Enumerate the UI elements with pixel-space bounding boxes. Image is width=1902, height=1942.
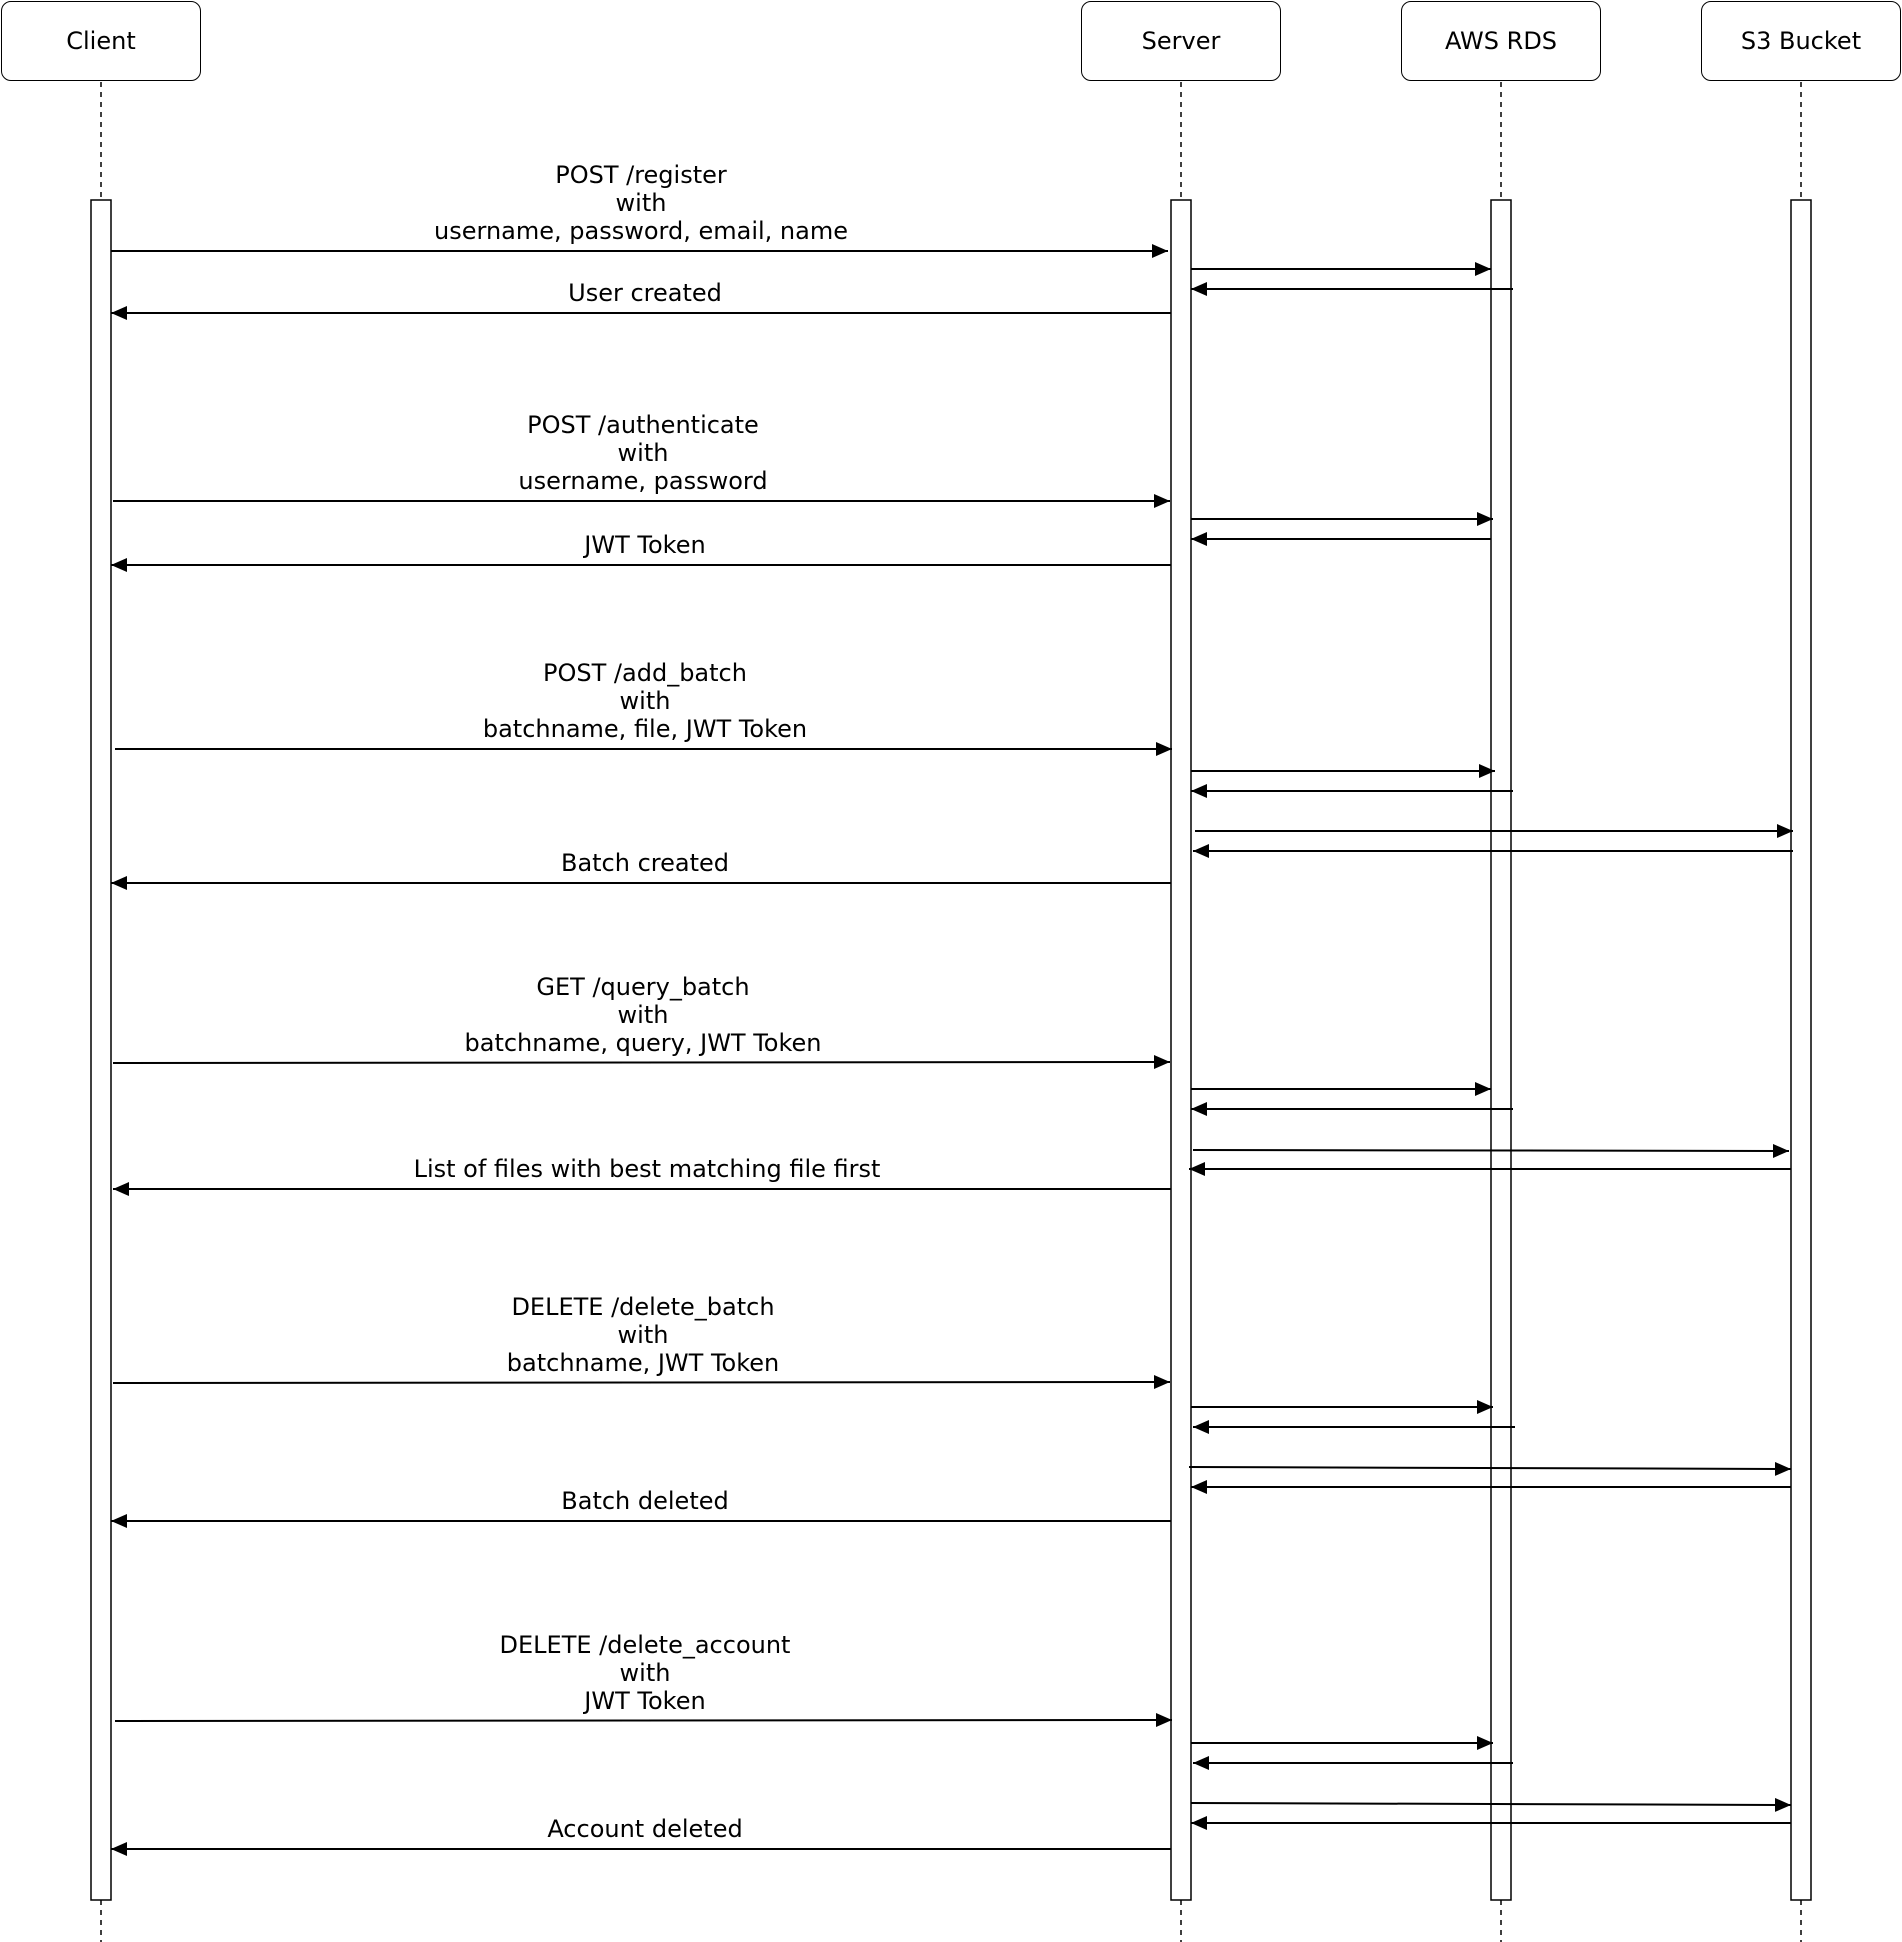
message-register-line2: with	[615, 189, 667, 217]
response-delete-account-label	[547, 1815, 742, 1843]
response-delete-account-text: Account deleted	[547, 1815, 743, 1843]
response-authenticate-label	[584, 531, 705, 559]
response-add-batch-label	[561, 849, 729, 877]
activation-client	[91, 200, 111, 1900]
arrow-delete-account-request	[115, 1720, 1172, 1721]
message-delete-account-line1: DELETE /delete_account	[499, 1631, 791, 1659]
arrow-delete-batch-to-s3	[1189, 1467, 1791, 1469]
activation-s3	[1791, 200, 1811, 1900]
message-delete-batch-line2: with	[617, 1321, 669, 1349]
message-delete-batch-line3: batchname, JWT Token	[506, 1349, 780, 1377]
participant-client	[1, 1, 201, 81]
response-authenticate-text: JWT Token	[584, 531, 706, 559]
response-query-batch-text: List of files with best matching file first	[413, 1155, 881, 1183]
message-authenticate-line2: with	[617, 439, 669, 467]
message-delete-batch-label	[507, 1293, 779, 1377]
arrow-query-batch-request	[113, 1062, 1170, 1063]
message-authenticate-line3: username, password	[518, 467, 768, 495]
message-authenticate-line1: POST /authenticate	[527, 411, 759, 439]
participant-s3-bucket-label: S3 Bucket	[1740, 27, 1862, 55]
message-query-batch-line3: batchname, query, JWT Token	[464, 1029, 822, 1057]
message-query-batch-line2: with	[617, 1001, 669, 1029]
arrow-delete-batch-request	[113, 1382, 1170, 1383]
participant-aws-rds	[1401, 1, 1601, 81]
message-query-batch-line1: GET /query_batch	[536, 973, 750, 1001]
participant-aws-rds-label: AWS RDS	[1444, 27, 1558, 55]
message-query-batch-label	[465, 973, 822, 1057]
response-add-batch-text: Batch created	[560, 849, 730, 877]
message-register-line3: username, password, email, name	[434, 217, 848, 245]
response-delete-batch-text: Batch deleted	[561, 1487, 729, 1515]
message-authenticate-label	[518, 411, 767, 495]
response-query-batch-label	[414, 1155, 881, 1183]
message-add-batch-label	[483, 659, 807, 743]
message-add-batch-line1: POST /add_batch	[543, 659, 747, 687]
participant-server-label: Server	[1141, 27, 1221, 55]
message-delete-account-line3: JWT Token	[584, 1687, 706, 1715]
message-delete-account-line2: with	[619, 1659, 671, 1687]
message-add-batch-line2: with	[619, 687, 671, 715]
message-delete-account-label	[500, 1631, 791, 1715]
participant-s3-bucket	[1701, 1, 1901, 81]
participant-server	[1081, 1, 1281, 81]
response-register-label	[568, 279, 722, 307]
message-add-batch-line3: batchname, file, JWT Token	[482, 715, 808, 743]
message-delete-batch-line1: DELETE /delete_batch	[511, 1293, 775, 1321]
arrow-delete-account-to-s3	[1191, 1803, 1791, 1805]
message-register-line1: POST /register	[555, 161, 727, 189]
activation-server	[1171, 200, 1191, 1900]
activation-rds	[1491, 200, 1511, 1900]
arrow-query-batch-to-s3	[1193, 1150, 1789, 1151]
response-delete-batch-label	[561, 1487, 728, 1515]
participant-client-label: Client	[66, 27, 136, 55]
response-register-text: User created	[568, 279, 722, 307]
message-register-label	[434, 161, 848, 245]
